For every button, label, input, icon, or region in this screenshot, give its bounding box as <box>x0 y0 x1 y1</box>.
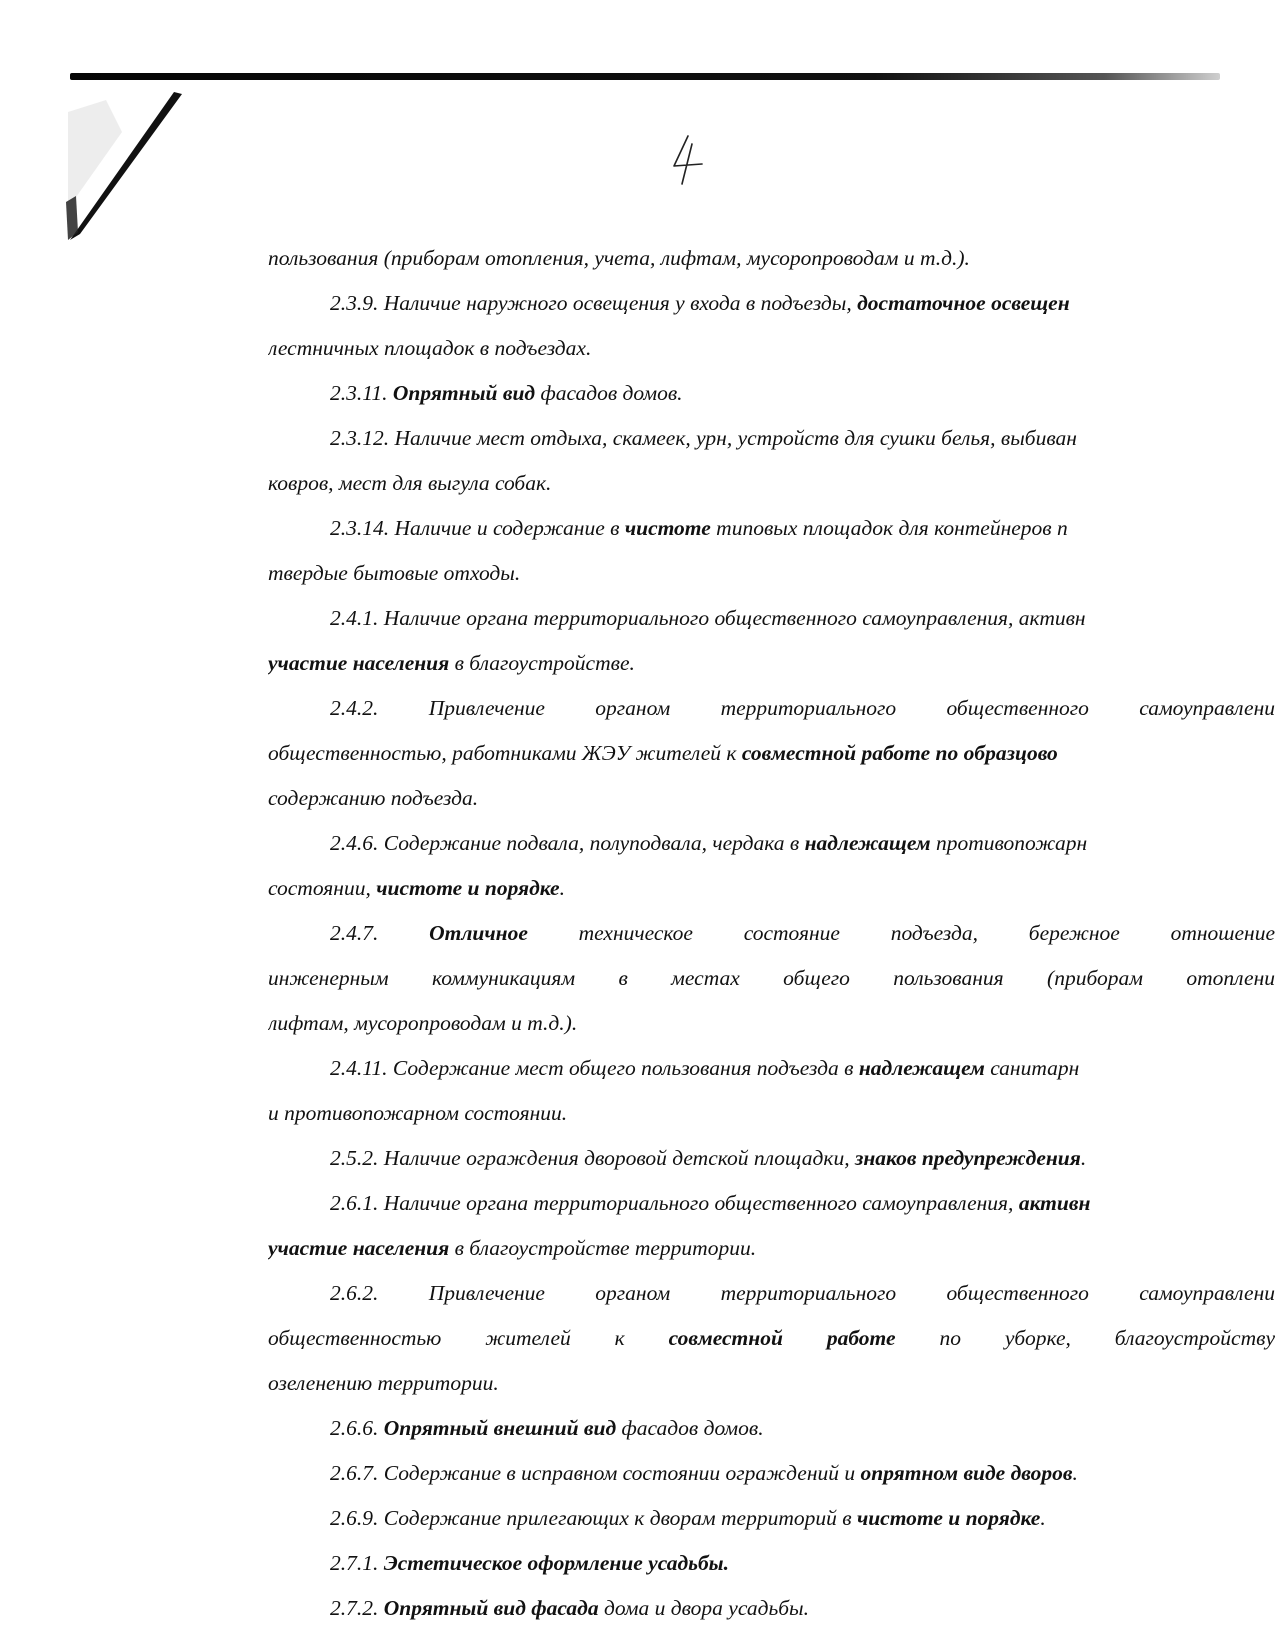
top-rule <box>70 73 1220 80</box>
bold-text: совместной работе по образцово <box>741 741 1058 765</box>
text-segment: озеленению территории. <box>268 1371 499 1395</box>
text-segment: 2.6.6. <box>330 1416 384 1440</box>
text-line <box>268 461 1275 506</box>
text-segment: лестничных площадок в подъездах. <box>268 336 592 360</box>
text-line <box>268 326 1275 371</box>
text-line <box>268 911 1275 956</box>
text-segment: ковров, мест для выгула собак. <box>268 471 552 495</box>
text-line <box>268 551 1275 596</box>
bold-text: Отличное <box>429 921 528 945</box>
document-body <box>268 236 1275 1631</box>
text-segment: фасадов домов. <box>535 381 683 405</box>
bold-text: чистоте и порядке <box>376 876 560 900</box>
text-segment: 2.3.9. Наличие наружного освещения у входа в подъезды, <box>330 291 858 315</box>
text-line <box>268 1136 1275 1181</box>
text-line <box>268 371 1275 416</box>
text-line <box>268 1226 1275 1271</box>
text-line <box>268 1541 1275 1586</box>
text-line <box>268 281 1275 326</box>
text-segment: инженерным коммуникациям в местах общего пользования (приборам отоплени <box>268 966 1275 990</box>
text-segment: по уборке, благоустройству <box>895 1326 1275 1350</box>
text-line <box>268 416 1275 461</box>
text-segment: пользования (приборам отопления, учета, лифтам, мусоропроводам и т.д.). <box>268 246 970 270</box>
text-segment: 2.6.1. Наличие органа территориального общественного самоуправления, <box>330 1191 1019 1215</box>
text-line <box>268 1001 1275 1046</box>
bold-text: достаточное освещен <box>857 291 1070 315</box>
text-segment: дома и двора усадьбы. <box>598 1596 809 1620</box>
text-line <box>268 1046 1275 1091</box>
bold-text: активн <box>1018 1191 1091 1215</box>
text-segment: . <box>559 876 565 900</box>
text-line <box>268 776 1275 821</box>
corner-scan-mark <box>66 92 196 242</box>
text-segment: лифтам, мусоропроводам и т.д.). <box>268 1011 578 1035</box>
text-line <box>268 596 1275 641</box>
text-segment: твердые бытовые отходы. <box>268 561 521 585</box>
text-line <box>268 1586 1275 1631</box>
text-segment: состоянии, <box>268 876 377 900</box>
text-segment: общественностью жителей к <box>268 1326 669 1350</box>
bold-text: надлежащем <box>804 831 931 855</box>
text-line <box>268 1181 1275 1226</box>
bold-text: участие населения <box>268 1236 450 1260</box>
bold-text: чистоте и порядке <box>856 1506 1041 1530</box>
text-segment: техническое состояние подъезда, бережное отношение <box>527 921 1275 945</box>
text-segment: . <box>1072 1461 1078 1485</box>
text-segment: в благоустройстве территории. <box>449 1236 757 1260</box>
text-line <box>268 506 1275 551</box>
text-segment: 2.7.2. <box>330 1596 384 1620</box>
text-segment: 2.4.7. <box>330 921 430 945</box>
text-line <box>268 1406 1275 1451</box>
text-segment: 2.6.9. Содержание прилегающих к дворам территорий в <box>330 1506 857 1530</box>
bold-text: чистоте <box>624 516 711 540</box>
text-segment: и противопожарном состоянии. <box>268 1101 568 1125</box>
text-segment: противопожарн <box>930 831 1088 855</box>
text-line <box>268 686 1275 731</box>
text-segment: 2.3.11. <box>330 381 393 405</box>
text-segment: в благоустройстве. <box>449 651 635 675</box>
bold-text: Эстетическое оформление усадьбы. <box>383 1551 729 1575</box>
text-segment: содержанию подъезда. <box>268 786 479 810</box>
bold-text: участие населения <box>268 651 450 675</box>
handwritten-page-number <box>668 132 708 192</box>
text-segment: 2.4.2. Привлечение органом территориального общественного самоуправлени <box>330 696 1275 720</box>
text-segment: 2.7.1. <box>330 1551 384 1575</box>
text-segment: общественностью, работниками ЖЭУ жителей к <box>268 741 742 765</box>
text-segment: 2.6.2. Привлечение органом территориального общественного самоуправлени <box>330 1281 1275 1305</box>
text-segment: 2.5.2. Наличие ограждения дворовой детской площадки, <box>330 1146 855 1170</box>
text-segment: 2.4.11. Содержание мест общего пользования подъезда в <box>330 1056 859 1080</box>
bold-text: опрятном виде дворов <box>860 1461 1073 1485</box>
text-line <box>268 1091 1275 1136</box>
text-line <box>268 1496 1275 1541</box>
text-line <box>268 236 1275 281</box>
text-segment: 2.6.7. Содержание в исправном состоянии ограждений и <box>330 1461 861 1485</box>
text-segment: типовых площадок для контейнеров п <box>710 516 1068 540</box>
text-line <box>268 1361 1275 1406</box>
text-segment: 2.4.6. Содержание подвала, полуподвала, чердака в <box>330 831 805 855</box>
text-line <box>268 1271 1275 1316</box>
text-segment: . <box>1040 1506 1046 1530</box>
text-line <box>268 956 1275 1001</box>
text-line <box>268 731 1275 776</box>
text-segment: 2.3.12. Наличие мест отдыха, скамеек, урн, устройств для сушки белья, выбиван <box>330 426 1077 450</box>
text-line <box>268 1451 1275 1496</box>
text-line <box>268 1316 1275 1361</box>
bold-text: знаков предупреждения <box>854 1146 1081 1170</box>
text-line <box>268 641 1275 686</box>
text-segment: 2.3.14. Наличие и содержание в <box>330 516 625 540</box>
bold-text: Опрятный вид фасада <box>383 1596 599 1620</box>
text-segment: фасадов домов. <box>616 1416 764 1440</box>
bold-text: совместной работе <box>668 1326 896 1350</box>
text-segment: санитарн <box>984 1056 1080 1080</box>
text-segment: . <box>1080 1146 1087 1170</box>
text-line <box>268 866 1275 911</box>
text-segment: 2.4.1. Наличие органа территориального общественного самоуправления, активн <box>330 606 1086 630</box>
text-line <box>268 821 1275 866</box>
bold-text: надлежащем <box>858 1056 985 1080</box>
bold-text: Опрятный внешний вид <box>383 1416 617 1440</box>
bold-text: Опрятный вид <box>392 381 536 405</box>
